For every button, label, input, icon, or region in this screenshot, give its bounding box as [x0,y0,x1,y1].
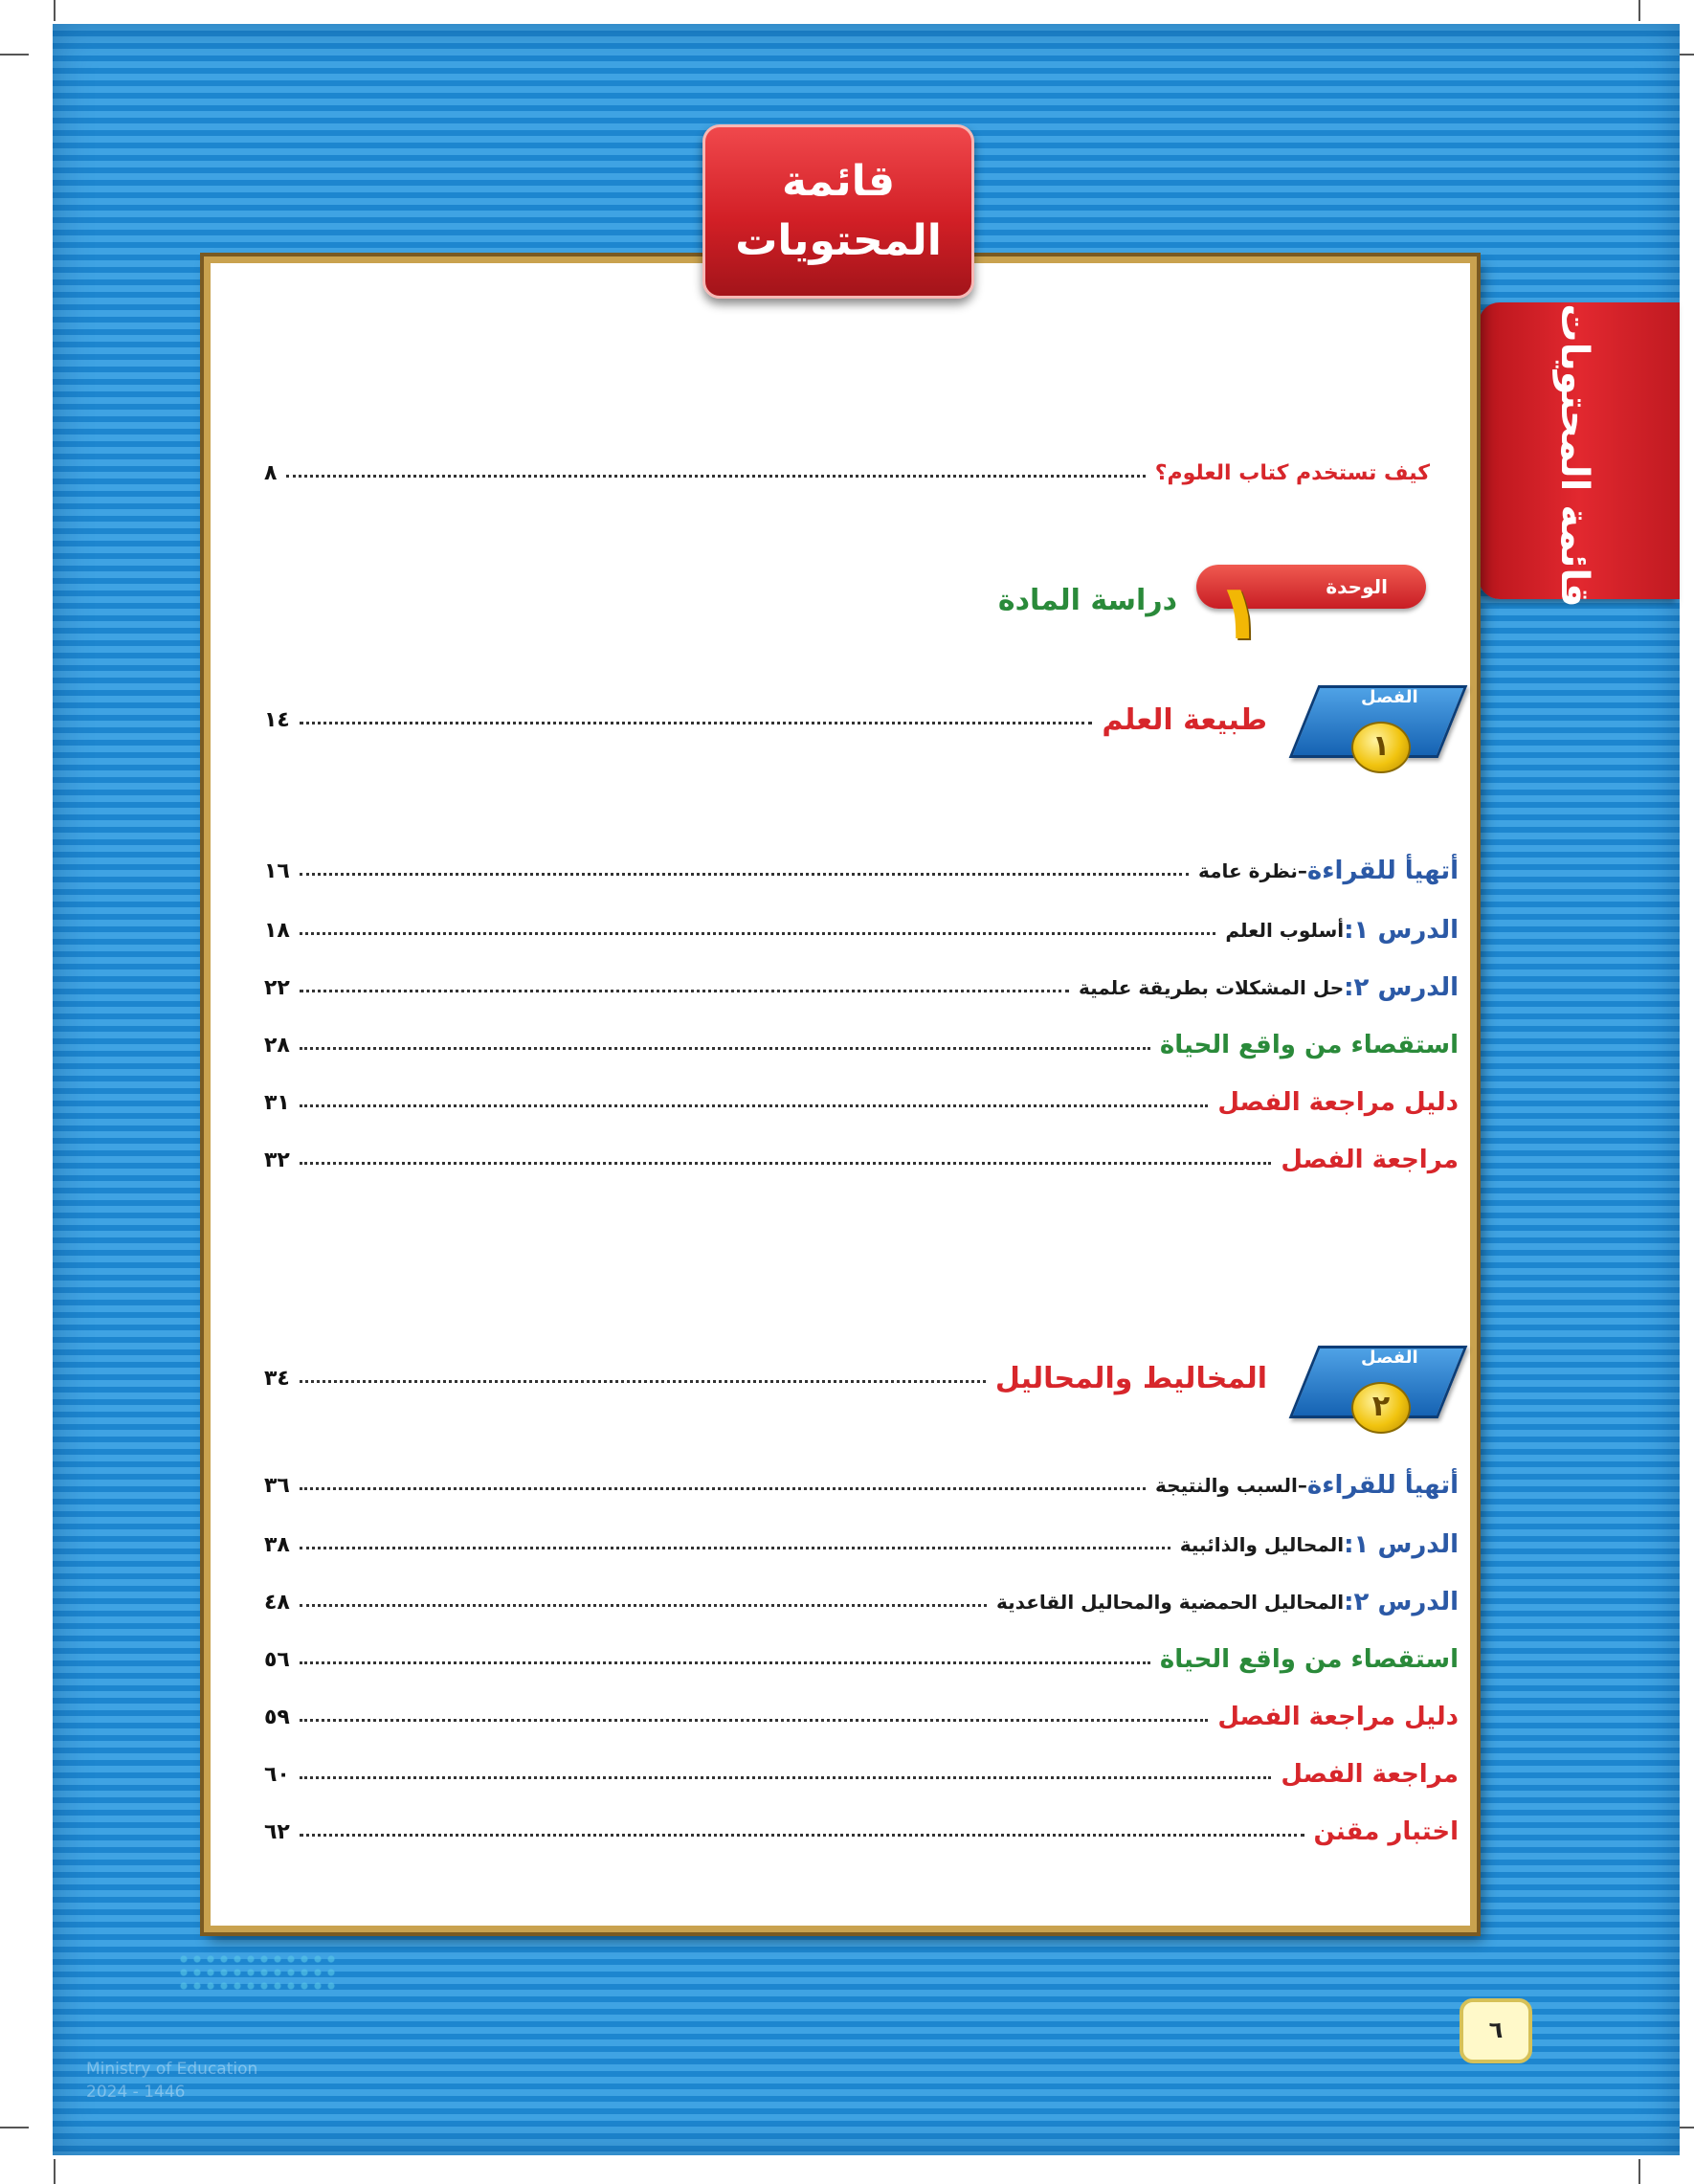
title-line-2: المحتويات [735,216,942,265]
dot-leader [300,1141,1272,1165]
toc-entry-suffix: نظرة عامة [1198,859,1298,882]
toc-entry-suffix: المحاليل الحمضية والمحاليل القاعدية [996,1591,1345,1614]
watermark-line-2: 2024 - 1446 [86,2083,186,2102]
toc-row[interactable] [264,1755,1459,1794]
dot-leader [300,1083,1209,1107]
toc-entry-label: مراجعة الفصل [1281,1146,1459,1174]
toc-page-number: ٣٤ [264,1366,290,1391]
toc-page-number: ١٤ [264,707,290,732]
dot-leader [300,1755,1272,1779]
toc-page-number: ٥٩ [264,1705,290,1729]
toc-entry-prefix: الدرس ٢: [1344,973,1459,1002]
toc-row[interactable] [264,852,1459,890]
toc-row[interactable] [264,1466,1459,1504]
dot-leader [300,1813,1304,1837]
crop-mark [1638,2159,1640,2184]
toc-row-chapter-title[interactable] [264,701,1267,739]
dot-leader [300,911,1215,935]
crop-mark [1638,0,1640,21]
toc-page-number: ٥٦ [264,1647,290,1672]
toc-row[interactable] [264,1640,1459,1679]
unit-title: دراسة المادة [997,584,1177,617]
dot-leader [300,1583,987,1607]
toc-entry-prefix: أتهيأ للقراءة [1306,1471,1459,1500]
crop-mark [0,54,29,56]
toc-entry-label: دليل مراجعة الفصل [1217,1703,1459,1731]
dot-leader [300,1698,1209,1722]
toc-row[interactable] [264,969,1459,1007]
toc-row[interactable] [264,1698,1459,1736]
toc-entry-label: استقصاء من واقع الحياة [1159,1645,1459,1674]
toc-row[interactable] [264,1813,1459,1851]
toc-page-number: ١٨ [264,918,290,943]
dot-leader [300,1640,1150,1664]
chapter-title: طبيعة العلم [1102,702,1267,737]
toc-row[interactable] [264,1026,1459,1064]
unit-pill-label: الوحدة [1326,575,1388,598]
unit-number: ١ [1215,568,1263,657]
toc-row[interactable] [264,1141,1459,1179]
crop-mark [0,2127,29,2128]
chapter-title: المخاليط والمحاليل [994,1361,1267,1395]
toc-entry-label: استقصاء من واقع الحياة [1159,1031,1459,1059]
watermark-logo [177,1952,340,1991]
toc-row[interactable] [264,911,1459,949]
chapter-badge-label: الفصل [1361,1348,1418,1368]
chapter-badge-number: ٢ [1351,1382,1411,1434]
toc-entry-label: اختبار مقنن [1313,1817,1459,1846]
watermark [86,2058,257,2104]
toc-page-number: ٢٨ [264,1033,290,1058]
toc-entry-prefix: الدرس ١: [1344,1530,1459,1559]
toc-entry-separator: – [1297,1474,1307,1497]
title-line-1: قائمة [781,157,896,206]
toc-entry-separator: – [1297,859,1307,882]
dot-leader [300,852,1189,876]
toc-page-number: ٣١ [264,1090,290,1115]
side-tab-label: قائمة المحتويات [1552,303,1596,608]
toc-page-number: ٦٢ [264,1819,290,1844]
toc-page-number: ٨ [264,460,278,485]
toc-entry-suffix: السبب والنتيجة [1155,1474,1298,1497]
dot-leader [286,454,1145,478]
chapter-badge [1304,685,1447,767]
dot-leader [300,969,1069,992]
toc-entry-suffix: أسلوب العلم [1225,919,1345,942]
toc-entry-label: مراجعة الفصل [1281,1760,1459,1789]
dot-leader [300,1026,1150,1050]
toc-page-number: ٢٢ [264,975,290,1000]
toc-row-chapter-title[interactable] [264,1359,1267,1397]
toc-row-intro[interactable] [264,454,1430,492]
toc-page-number: ٣٢ [264,1148,290,1172]
dot-leader [300,1359,986,1383]
toc-page-number: ٣٦ [264,1473,290,1498]
dot-leader [300,701,1093,724]
chapter-badge-label: الفصل [1361,687,1418,707]
toc-entry-prefix: أتهيأ للقراءة [1306,857,1459,885]
toc-page-number: ٤٨ [264,1590,290,1615]
toc-entry-label: كيف تستخدم كتاب العلوم؟ [1154,460,1430,485]
chapter-badge [1304,1346,1447,1427]
toc-entry-prefix: الدرس ٢: [1344,1588,1459,1616]
toc-page-number: ٣٨ [264,1532,290,1557]
crop-mark [54,0,56,21]
toc-entry-suffix: المحاليل والذائبية [1179,1533,1345,1556]
toc-entry-suffix: حل المشكلات بطريقة علمية [1078,976,1345,999]
watermark-line-1: Ministry of Education [86,2060,258,2079]
dot-leader [300,1526,1170,1549]
toc-row[interactable] [264,1583,1459,1621]
page-number: ٦ [1460,1998,1532,2063]
side-tab [1479,302,1680,608]
crop-mark [54,2159,56,2184]
title-badge [702,124,974,299]
toc-page-number: ١٦ [264,858,290,883]
toc-entry-label: دليل مراجعة الفصل [1217,1088,1459,1117]
toc-page-number: ٦٠ [264,1762,290,1787]
toc-row[interactable] [264,1526,1459,1564]
toc-row[interactable] [264,1083,1459,1122]
toc-entry-prefix: الدرس ١: [1344,916,1459,945]
chapter-badge-number: ١ [1351,722,1411,773]
dot-leader [300,1466,1146,1490]
